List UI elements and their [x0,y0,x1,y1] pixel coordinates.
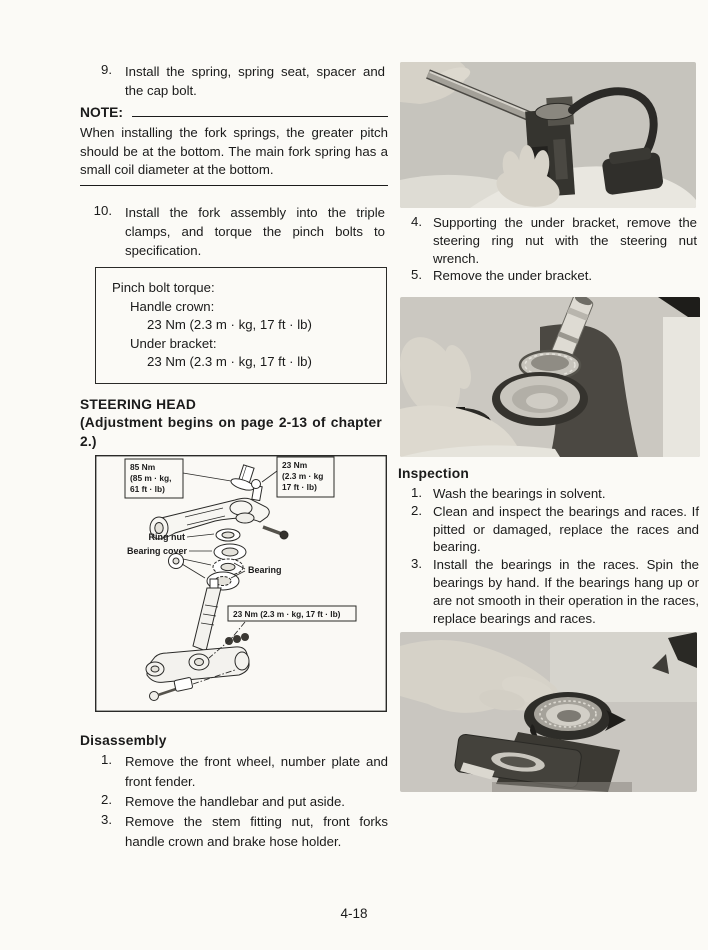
inspection-item-3 [404,556,704,627]
torque-box-title: Pinch bolt torque: [112,280,215,295]
page-number: 4-18 [340,906,368,921]
step-5 [404,267,704,285]
callout-23nm [277,457,334,497]
removal-steps [404,214,704,285]
callout-23nm-line3: 17 ft · lb) [282,482,317,492]
note-bottom-rule [80,185,388,186]
photo-steering-nut-wrench-svg [400,62,696,208]
inspection-item-2-text: Clean and inspect the bearings and races. If pitted or damaged, replace the races and bearing. [433,503,699,555]
disassembly-item-2 [88,792,390,812]
torque-item2-label: Under bracket: [130,335,217,351]
step-5-text: Remove the under bracket. [433,268,593,284]
disassembly-item-2-text: Remove the handlebar and put aside. [125,794,345,809]
photo-bearing-parts-svg [400,297,700,457]
callout-85nm [125,459,183,498]
disassembly-item-1 [88,752,390,792]
note-heading-row [80,105,388,120]
callout-23nm-line2: (2.3 m · kg [282,471,324,481]
step-10-text: Install the fork assembly into the triple clamps, and torque the pinch bolts to specification. [125,205,385,258]
note-body: When installing the fork springs, the greater pitch should be at the bottom. The main fork spring has a small coil diameter at the bottom. [80,125,388,178]
step-4-text: Supporting the under bracket, remove the steering ring nut with the steering nut wrench. [433,215,697,266]
stem-nut-3 [241,633,249,641]
callout-23nm-line1: 23 Nm [282,460,308,470]
inspection-item-1-number: 1. [411,485,422,500]
inspection-item-1 [404,485,704,503]
step-10-number: 10. [93,203,112,218]
disassembly-item-3-number: 3. [101,812,112,827]
callout-85nm-line3: 61 ft · lb) [130,484,165,494]
inspection-item-2-number: 2. [411,502,422,518]
photo2-race-ring [492,372,588,426]
steering-head-title: STEERING HEAD [80,397,197,412]
bearing-cover-label: Bearing cover [126,546,187,556]
note-rule [132,116,388,117]
disassembly-item-3 [88,812,390,852]
steering-head-diagram-svg [95,455,387,712]
step-9 [88,62,388,100]
torque-item1-label: Handle crown: [130,298,215,314]
inspection-item-2 [404,503,704,556]
step-10 [88,203,388,260]
ring-nut-label: Ring nut [148,532,185,542]
callout-85nm-line2: (85 m · kg, [130,473,172,483]
disassembly-item-1-text: Remove the front wheel, number plate and front fender. [125,754,388,789]
inspection-item-3-text: Install the bearings in the races. Spin the bearings by hand. If the bearings hang up or are not smooth in their operation in the races, replace bearings and races. [433,557,699,626]
stem-torque-callout [228,606,356,621]
inspection-title: Inspection [398,466,469,481]
bearing-label: Bearing [248,565,282,575]
photo3-shadow [492,782,632,792]
step-9-number: 9. [101,62,112,77]
stem-nut-2 [233,635,241,643]
inspection-item-1-text: Wash the bearings in solvent. [433,486,606,501]
inspection-list [404,485,704,627]
torque-item1-value: 23 Nm (2.3 m · kg, 17 ft · lb) [147,317,312,333]
photo-spin-bearing-svg [400,632,697,792]
steering-head-diagram [95,455,387,717]
callout-85nm-line1: 85 Nm [130,462,156,472]
disassembly-list [88,752,390,852]
disassembly-title: Disassembly [80,733,167,748]
disassembly-item-3-text: Remove the stem fitting nut, front forks handle crown and brake hose holder. [125,814,388,849]
note-label: NOTE: [80,105,123,120]
disassembly-item-1-number: 1. [101,752,112,767]
disassembly-item-2-number: 2. [101,792,112,807]
note-section [80,105,388,186]
pinch-bolt-torque-box [95,267,387,384]
step-4 [404,214,704,267]
steering-head-subtitle: (Adjustment begins on page 2-13 of chapter 2.) [80,415,382,449]
stem-torque-text: 23 Nm (2.3 m · kg, 17 ft · lb) [233,609,341,619]
step-9-text: Install the spring, spring seat, spacer and the cap bolt. [125,64,385,98]
torque-item2-value: 23 Nm (2.3 m · kg, 17 ft · lb) [147,354,312,370]
photo-steering-nut-wrench [400,62,696,208]
photo2-page-curl [663,317,700,457]
inspection-item-3-number: 3. [411,556,422,572]
step-4-number: 4. [411,214,422,229]
photo-bearing-parts [400,297,700,457]
step-5-number: 5. [411,267,422,283]
photo-spin-bearing [400,632,697,792]
